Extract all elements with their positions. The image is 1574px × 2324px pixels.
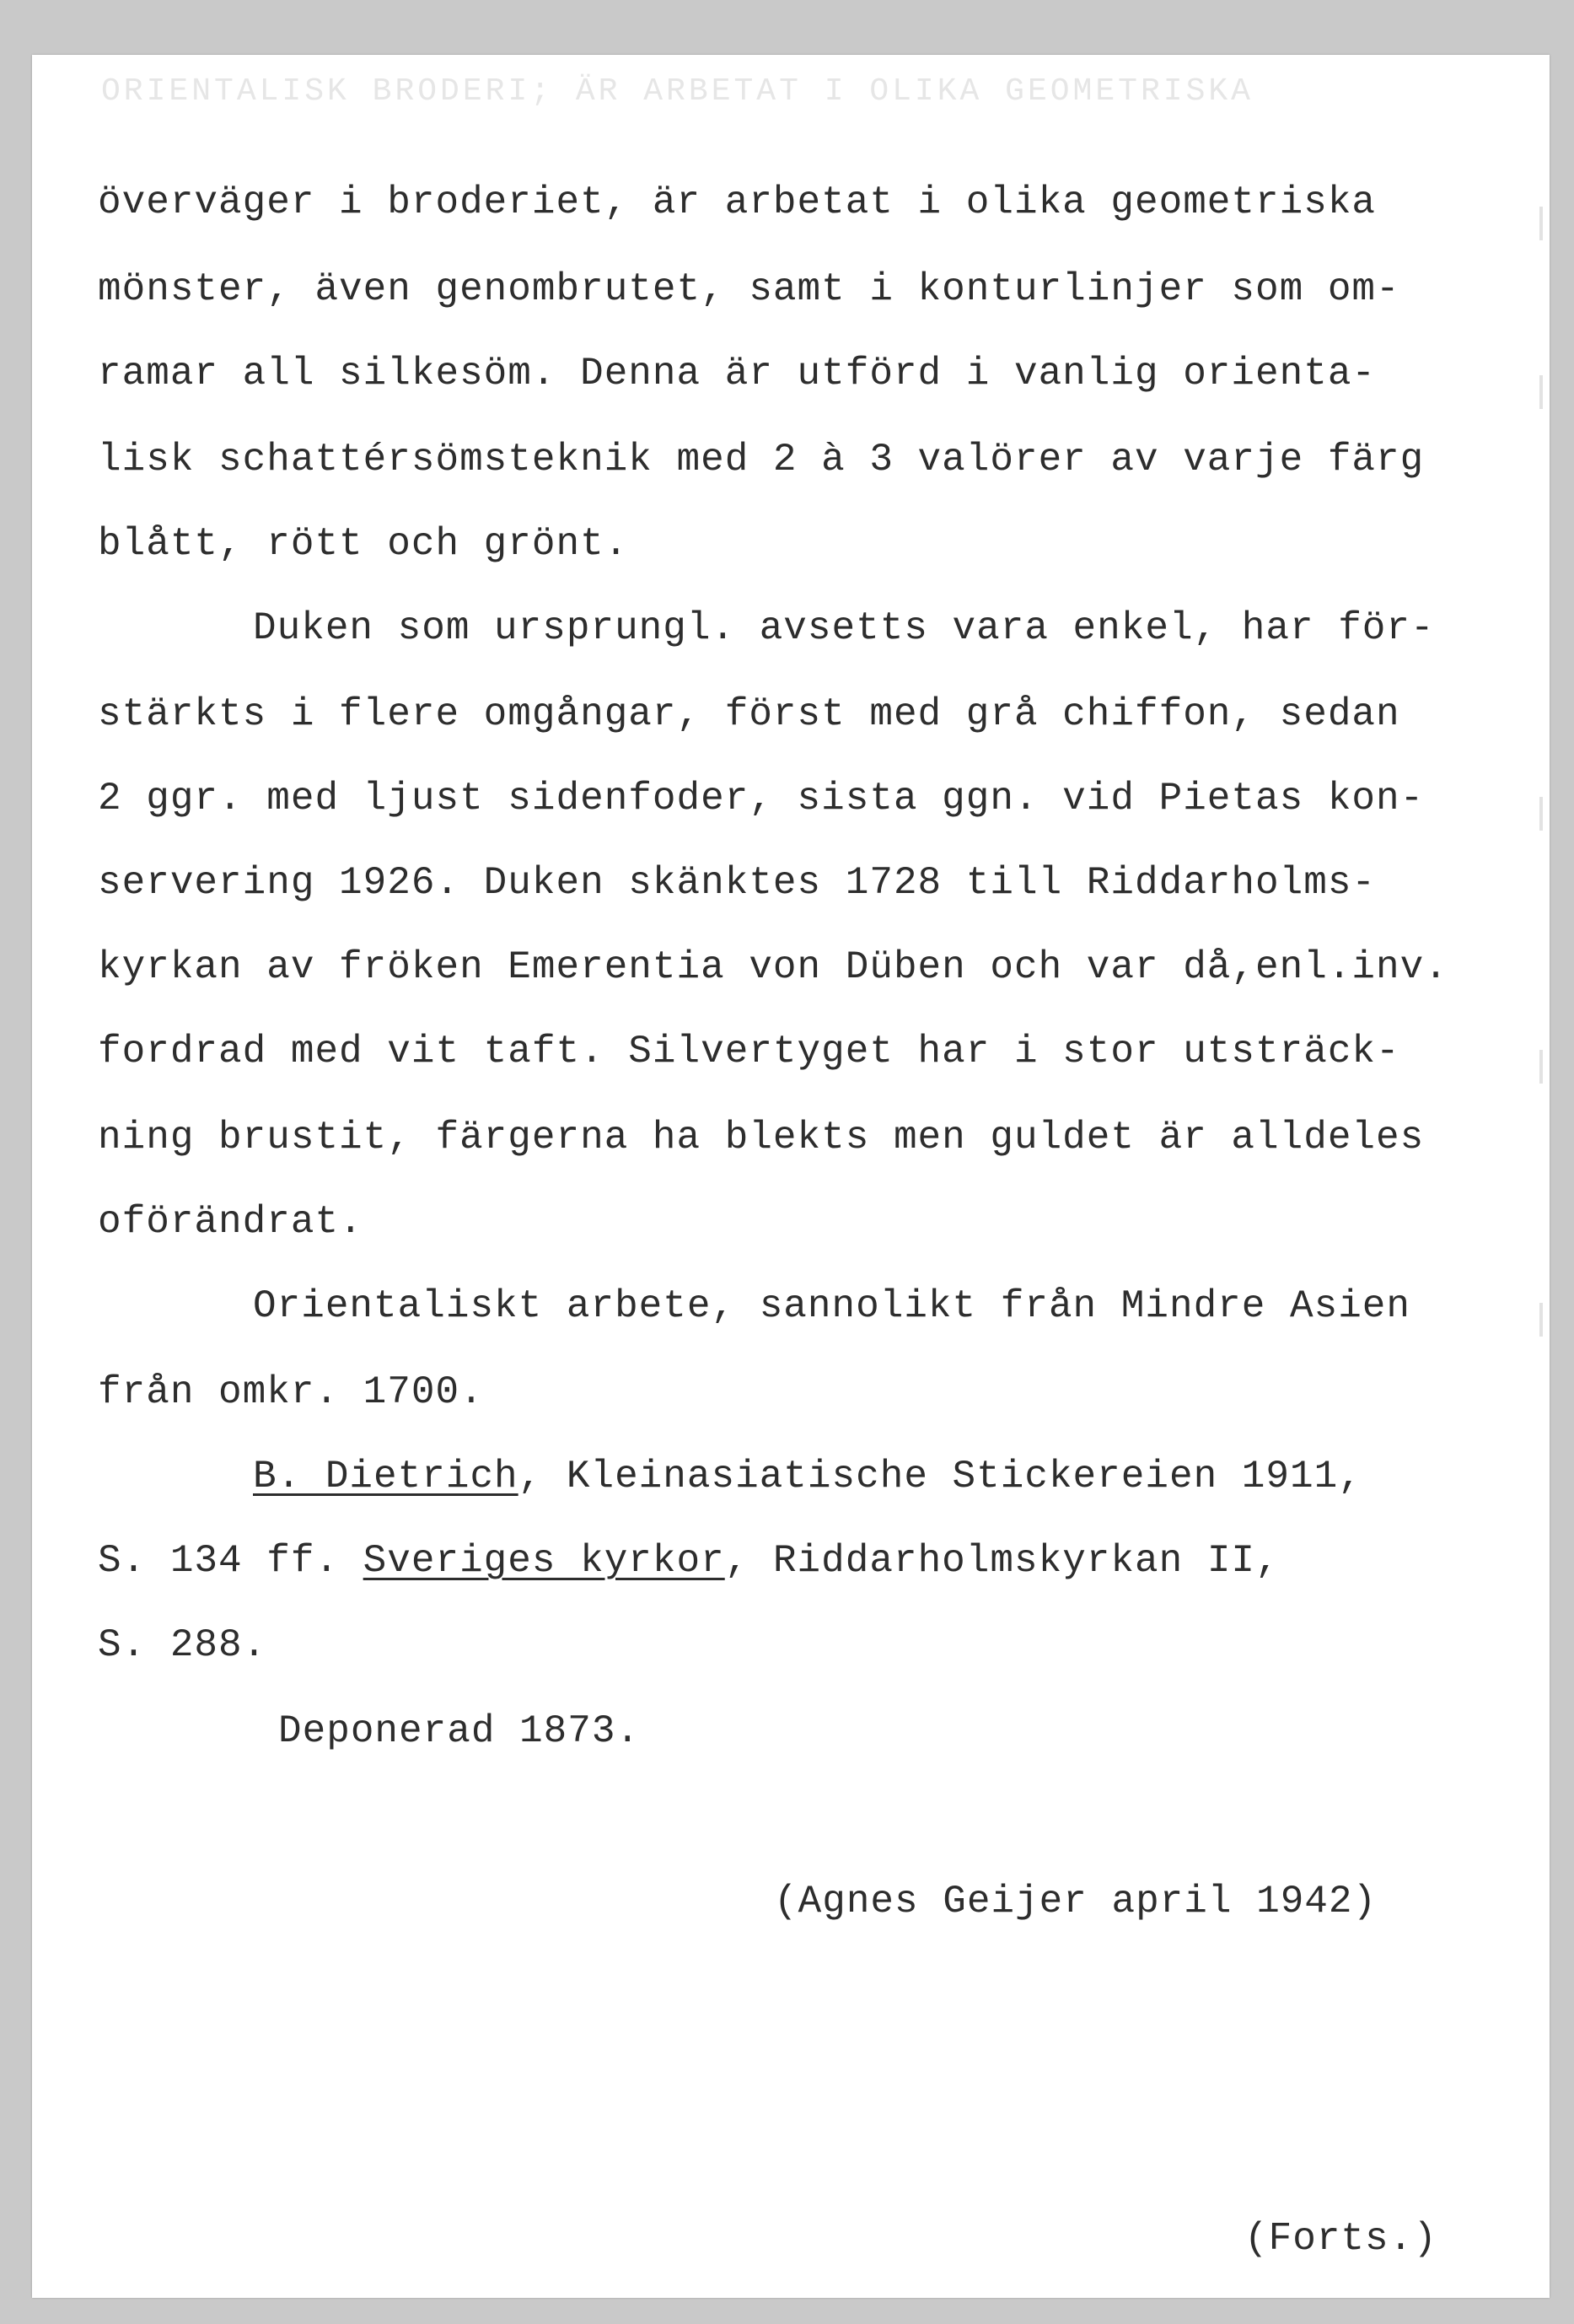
text-line: blått, rött och grönt. [98, 522, 629, 566]
text-line: överväger i broderiet, är arbetat i olika geometriska [98, 180, 1377, 224]
author-signature: (Agnes Geijer april 1942) [774, 1880, 1378, 1923]
text-line: oförändrat. [98, 1200, 363, 1244]
edge-mark [1539, 1050, 1543, 1084]
text-line: från omkr. 1700. [98, 1370, 484, 1414]
continued-note: (Forts.) [1244, 2217, 1437, 2261]
text-line: fordrad med vit taft. Silvertyget har i stor utsträck- [98, 1030, 1400, 1073]
reference-line [253, 1451, 1362, 1502]
text-line: ramar all silkesöm. Denna är utförd i vanlig orienta- [98, 352, 1377, 395]
text-line: ning brustit, färgerna ha blekts men guldet är alldeles [98, 1116, 1425, 1159]
index-card [32, 55, 1550, 2298]
reference-line: S. 288. [98, 1623, 267, 1667]
text-line: servering 1926. Duken skänktes 1728 till Riddarholms- [98, 861, 1377, 905]
reference-volume: , Riddarholmskyrkan II, [724, 1539, 1280, 1583]
text-line: lisk schattérsömsteknik med 2 à 3 valörer av varje färg [98, 438, 1425, 481]
edge-mark [1539, 797, 1543, 831]
reference-page: S. 134 ff. [98, 1539, 363, 1583]
reference-line [98, 1536, 1280, 1586]
edge-mark [1539, 1303, 1543, 1337]
text-line: Duken som ursprungl. avsetts vara enkel, har för- [253, 606, 1435, 650]
text-line: stärkts i flere omgångar, först med grå chiffon, sedan [98, 692, 1400, 736]
reference-work: Sveriges kyrkor [363, 1539, 725, 1583]
text-line: Orientaliskt arbete, sannolikt från Mindre Asien [253, 1284, 1411, 1328]
edge-mark [1539, 375, 1543, 409]
edge-mark [1539, 207, 1543, 240]
faint-header-text: ORIENTALISK BRODERI; ÄR ARBETAT I OLIKA GEOMETRISKA [101, 73, 1254, 110]
reference-title: , Kleinasiatische Stickereien 1911, [518, 1455, 1362, 1498]
text-line: mönster, även genombrutet, samt i konturlinjer som om- [98, 267, 1400, 311]
text-line: kyrkan av fröken Emerentia von Düben och var då,enl.inv. [98, 945, 1448, 989]
deposit-note: Deponerad 1873. [278, 1709, 641, 1753]
text-line: 2 ggr. med ljust sidenfoder, sista ggn. vid Pietas kon- [98, 777, 1425, 820]
reference-author: B. Dietrich [253, 1455, 518, 1498]
